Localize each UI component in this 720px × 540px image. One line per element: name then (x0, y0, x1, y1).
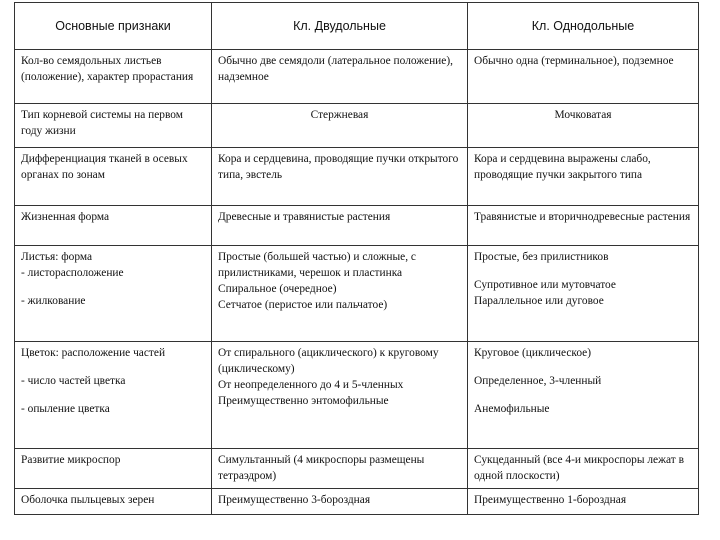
feature-flower-pollination: - опыление цветка (21, 403, 110, 415)
table-row (15, 246, 699, 342)
dicots-leaf-arrangement: Спиральное (очередное) (218, 283, 337, 295)
cell-dicots: Стержневая (212, 104, 468, 148)
cell-dicots: Преимущественно 3-бороздная (212, 489, 468, 515)
dicots-leaf-venation: Сетчатое (перистое или пальчатое) (218, 299, 388, 311)
cell-monocots: Обычно одна (терминальное), подземное (468, 50, 699, 104)
monocots-leaf-venation: Параллельное или дуговое (474, 295, 604, 307)
cell-dicots (212, 342, 468, 449)
monocots-leaf-arrangement: Супротивное или мутовчатое (474, 279, 616, 291)
dicots-flower-pollination: Преимущественно энтомофильные (218, 395, 389, 407)
spacer (474, 265, 692, 277)
cell-dicots: Симультанный (4 микроспоры размещены тетраэдром) (212, 449, 468, 489)
comparison-table (14, 2, 699, 515)
table-row (15, 206, 699, 246)
feature-flower-arrangement: Цветок: расположение частей (21, 347, 166, 359)
table-row (15, 489, 699, 515)
cell-feature: Оболочка пыльцевых зерен (15, 489, 212, 515)
table-row (15, 342, 699, 449)
spacer (474, 361, 692, 373)
feature-flower-parts: - число частей цветка (21, 375, 126, 387)
header-row (15, 3, 699, 50)
monocots-flower-pollination: Анемофильные (474, 403, 550, 415)
table-row (15, 449, 699, 489)
cell-feature: Жизненная форма (15, 206, 212, 246)
cell-monocots: Преимущественно 1-бороздная (468, 489, 699, 515)
dicots-leaf-shape: Простые (большей частью) и сложные, с прилистниками, черешок и пластинка (218, 251, 416, 279)
feature-leaf-venation: - жилкование (21, 295, 86, 307)
header-dicots: Кл. Двудольные (212, 3, 468, 50)
cell-feature: Тип корневой системы на первом году жизни (15, 104, 212, 148)
spacer (21, 389, 205, 401)
cell-feature (15, 246, 212, 342)
monocots-flower-arrangement: Круговое (циклическое) (474, 347, 592, 359)
monocots-flower-parts: Определенное, 3-членный (474, 375, 602, 387)
spacer (21, 281, 205, 293)
cell-monocots (468, 246, 699, 342)
cell-feature (15, 342, 212, 449)
cell-feature: Развитие микроспор (15, 449, 212, 489)
monocots-leaf-shape: Простые, без прилистников (474, 251, 609, 263)
header-monocots: Кл. Однодольные (468, 3, 699, 50)
header-features: Основные признаки (15, 3, 212, 50)
table-row (15, 104, 699, 148)
feature-leaf-shape: Листья: форма (21, 251, 93, 263)
cell-monocots: Травянистые и вторичнодревесные растения (468, 206, 699, 246)
cell-feature: Дифференциация тканей в осевых органах по зонам (15, 148, 212, 206)
dicots-flower-arrangement: От спирального (ациклического) к круговому (циклическому) (218, 347, 439, 375)
cell-dicots: Обычно две семядоли (латеральное положение), надземное (212, 50, 468, 104)
cell-dicots (212, 246, 468, 342)
cell-monocots: Сукцеданный (все 4-и микроспоры лежат в одной плоскости) (468, 449, 699, 489)
spacer (474, 389, 692, 401)
spacer (21, 361, 205, 373)
cell-monocots: Мочковатая (468, 104, 699, 148)
table-row (15, 148, 699, 206)
cell-monocots: Кора и сердцевина выражены слабо, проводящие пучки закрытого типа (468, 148, 699, 206)
cell-monocots (468, 342, 699, 449)
table-row (15, 50, 699, 104)
cell-dicots: Кора и сердцевина, проводящие пучки открытого типа, эвстель (212, 148, 468, 206)
cell-feature: Кол-во семядольных листьев (положение), характер прорастания (15, 50, 212, 104)
cell-dicots: Древесные и травянистые растения (212, 206, 468, 246)
dicots-flower-parts: От неопределенного до 4 и 5-членных (218, 379, 404, 391)
feature-leaf-arrangement: - листорасположение (21, 267, 124, 279)
